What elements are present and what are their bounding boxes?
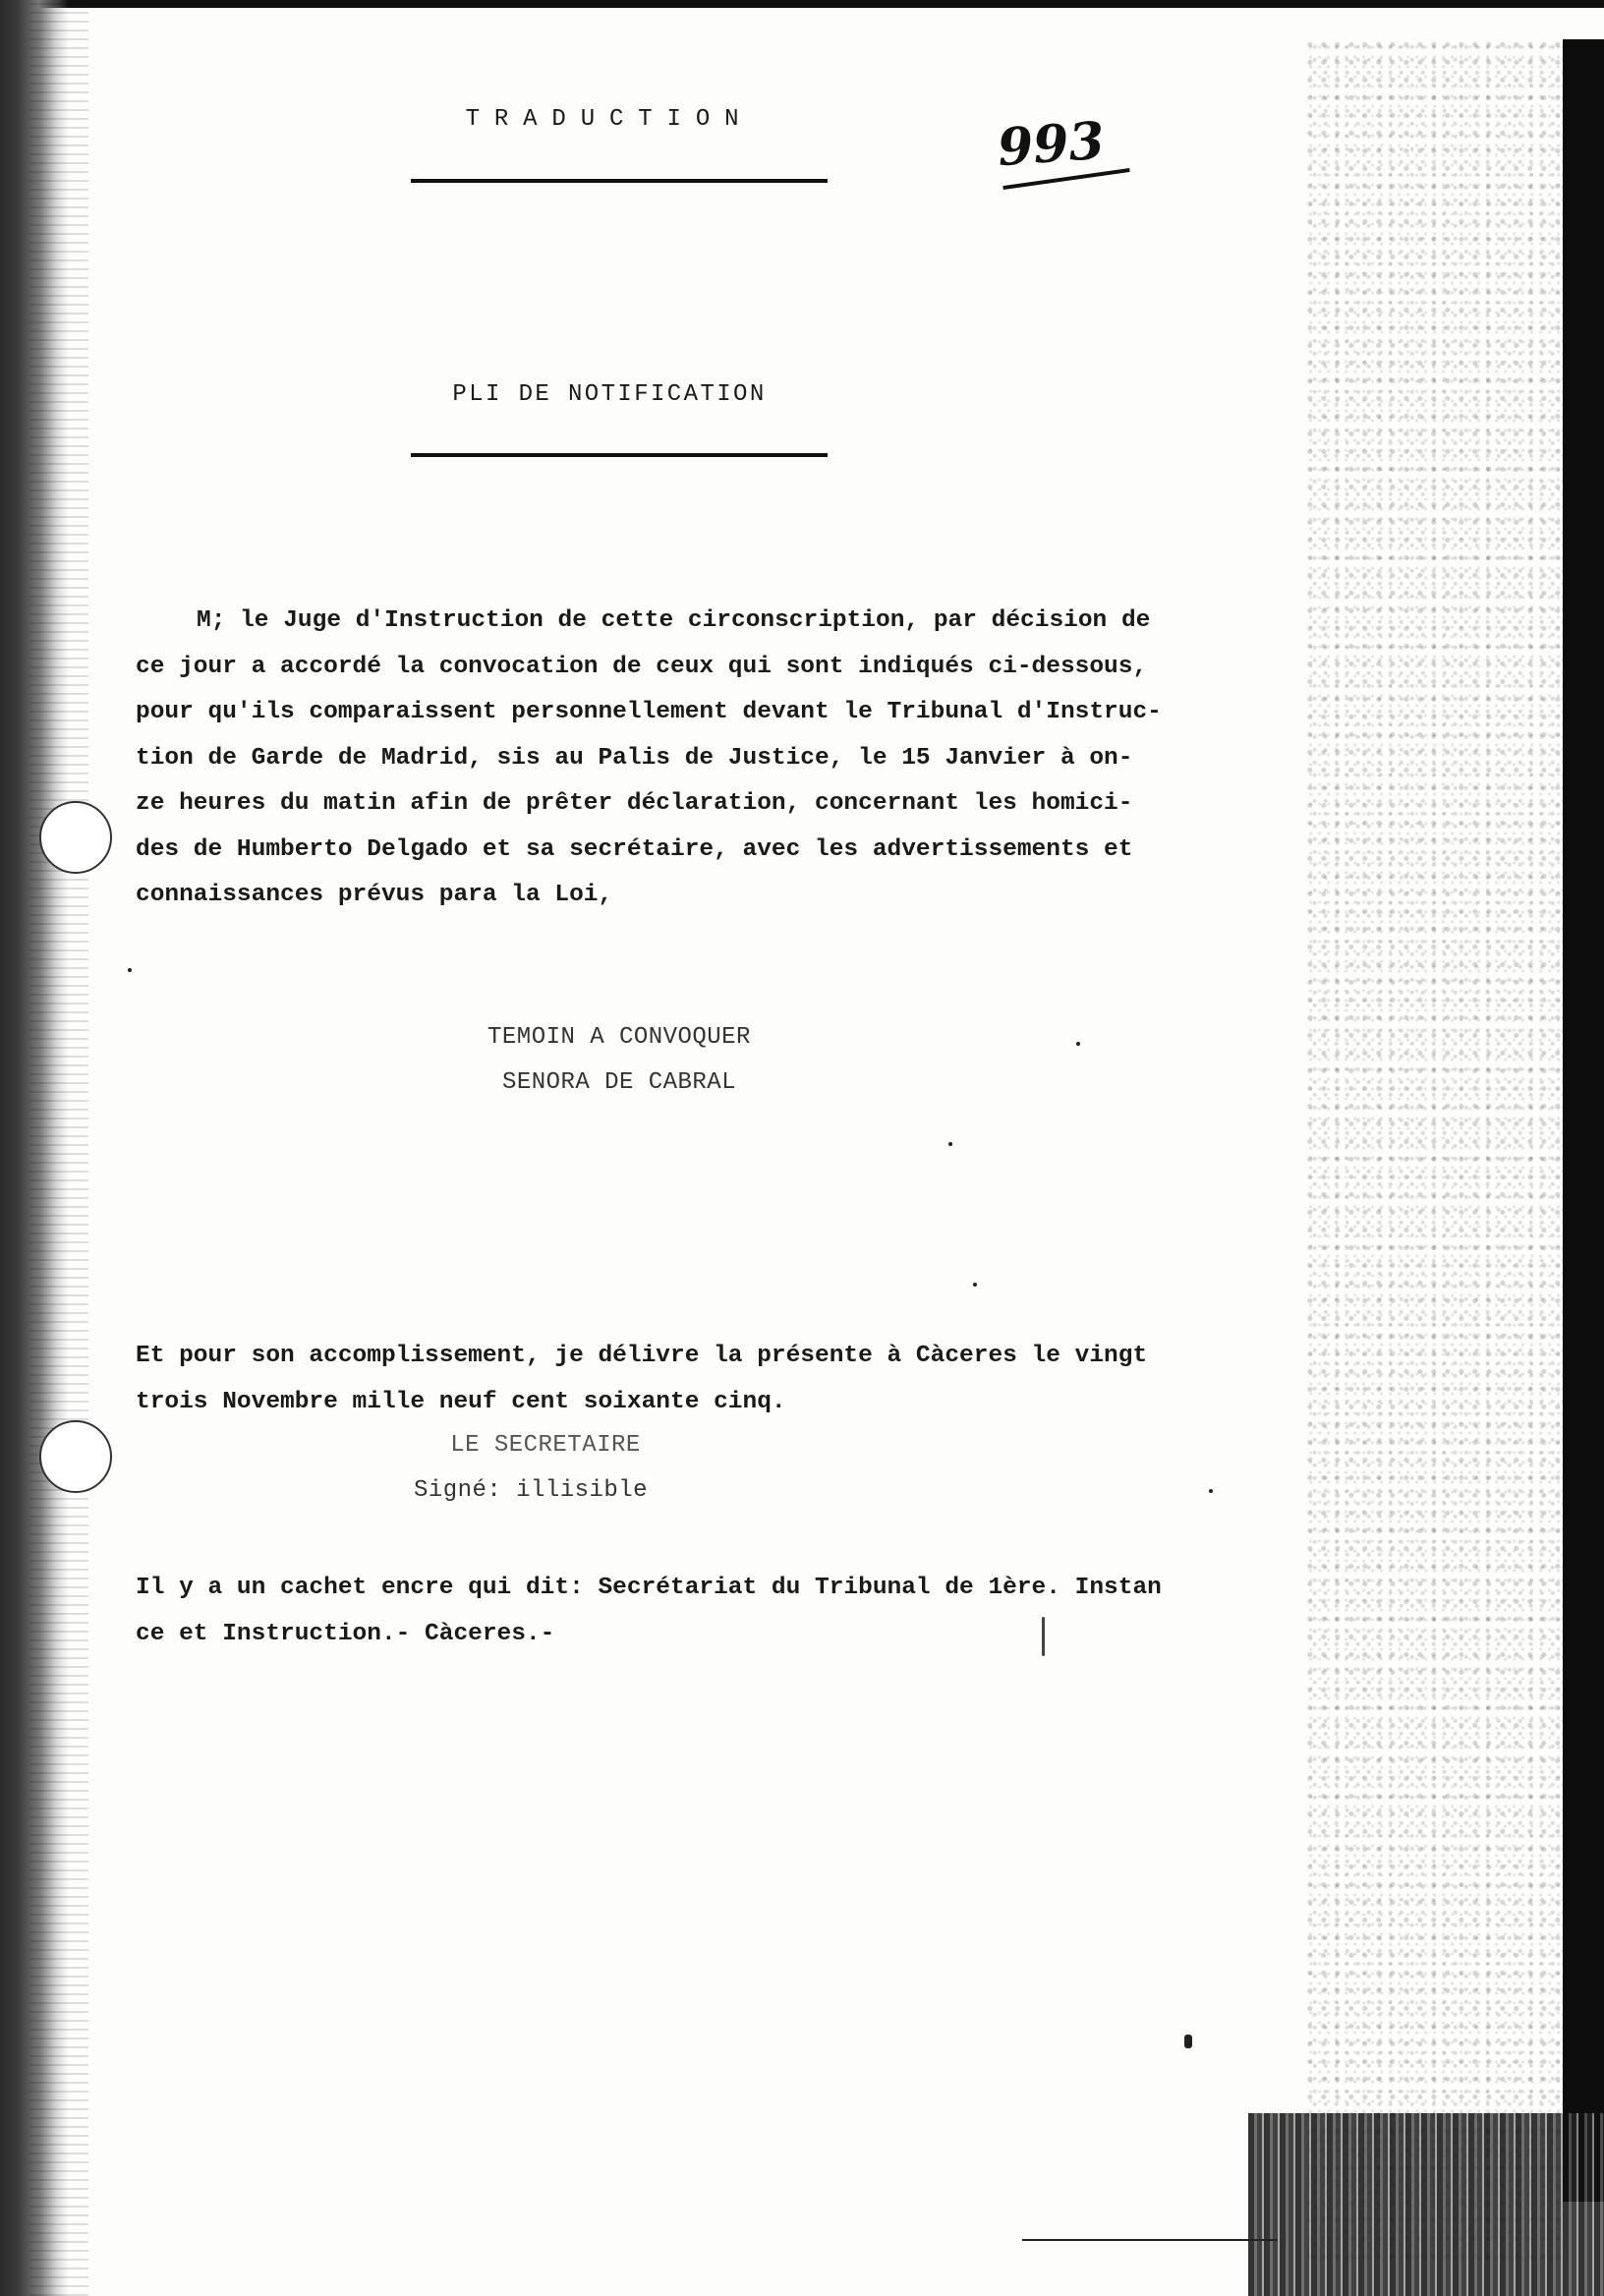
- scan-top-border: [0, 0, 1604, 8]
- witness-label: TEMOIN A CONVOQUER: [487, 1024, 751, 1051]
- body-line: ce jour a accordé la convocation de ceux qui sont indiqués ci-dessous,: [136, 653, 1148, 680]
- scan-speck: [128, 968, 132, 972]
- scan-right-edge: [1563, 39, 1604, 2202]
- body-line: pour qu'ils comparaissent personnellement devant le Tribunal d'Instruc-: [136, 699, 1162, 725]
- body-line: tion de Garde de Madrid, sis au Palis de Justice, le 15 Janvier à on-: [136, 744, 1133, 772]
- scan-speck: [1184, 2035, 1192, 2048]
- signature-signed: Signé: illisible: [413, 1477, 649, 1504]
- stamp-line: Il y a un cachet encre qui dit: Secrétariat du Tribunal de 1ère. Instan: [136, 1575, 1162, 1601]
- punch-hole: [39, 1420, 112, 1493]
- closing-paragraph: [136, 1334, 1305, 1425]
- scan-speck: [1042, 1617, 1045, 1656]
- scan-speck: [1209, 1489, 1213, 1493]
- notification-body: [136, 599, 1305, 919]
- document-heading: TRADUCTION: [465, 106, 754, 133]
- body-line: M; le Juge d'Instruction de cette circonscription, par décision de: [197, 607, 1151, 634]
- body-line: ze heures du matin afin de prêter déclaration, concernant les homici-: [136, 790, 1133, 817]
- handwritten-page-number: 993: [996, 110, 1107, 179]
- scan-speck: [948, 1142, 952, 1146]
- document-subheading: PLI DE NOTIFICATION: [452, 381, 767, 408]
- stamp-note: [136, 1566, 1305, 1657]
- witness-name: SENORA DE CABRAL: [501, 1069, 737, 1096]
- scan-left-grain: [29, 0, 88, 2296]
- body-line: des de Humberto Delgado et sa secrétaire, avec les advertissements et: [136, 835, 1133, 863]
- signature-title: LE SECRETAIRE: [450, 1432, 641, 1459]
- scan-speck: [973, 1283, 977, 1287]
- scan-speck: [1076, 1042, 1080, 1046]
- closing-line: Et pour son accomplissement, je délivre la présente à Càceres le vingt: [136, 1343, 1148, 1369]
- closing-line: trois Novembre mille neuf cent soixante cinq.: [136, 1388, 786, 1415]
- stamp-line: ce et Instruction.- Càceres.-: [136, 1620, 555, 1647]
- heading-rule: [411, 179, 828, 183]
- subheading-rule: [411, 453, 828, 457]
- punch-hole: [39, 801, 112, 874]
- scan-bottom-corner: [1248, 2113, 1604, 2296]
- scan-right-noise: [1307, 39, 1563, 2261]
- body-line: connaissances prévus para la Loi,: [136, 882, 613, 908]
- bottom-rule: [1022, 2239, 1278, 2241]
